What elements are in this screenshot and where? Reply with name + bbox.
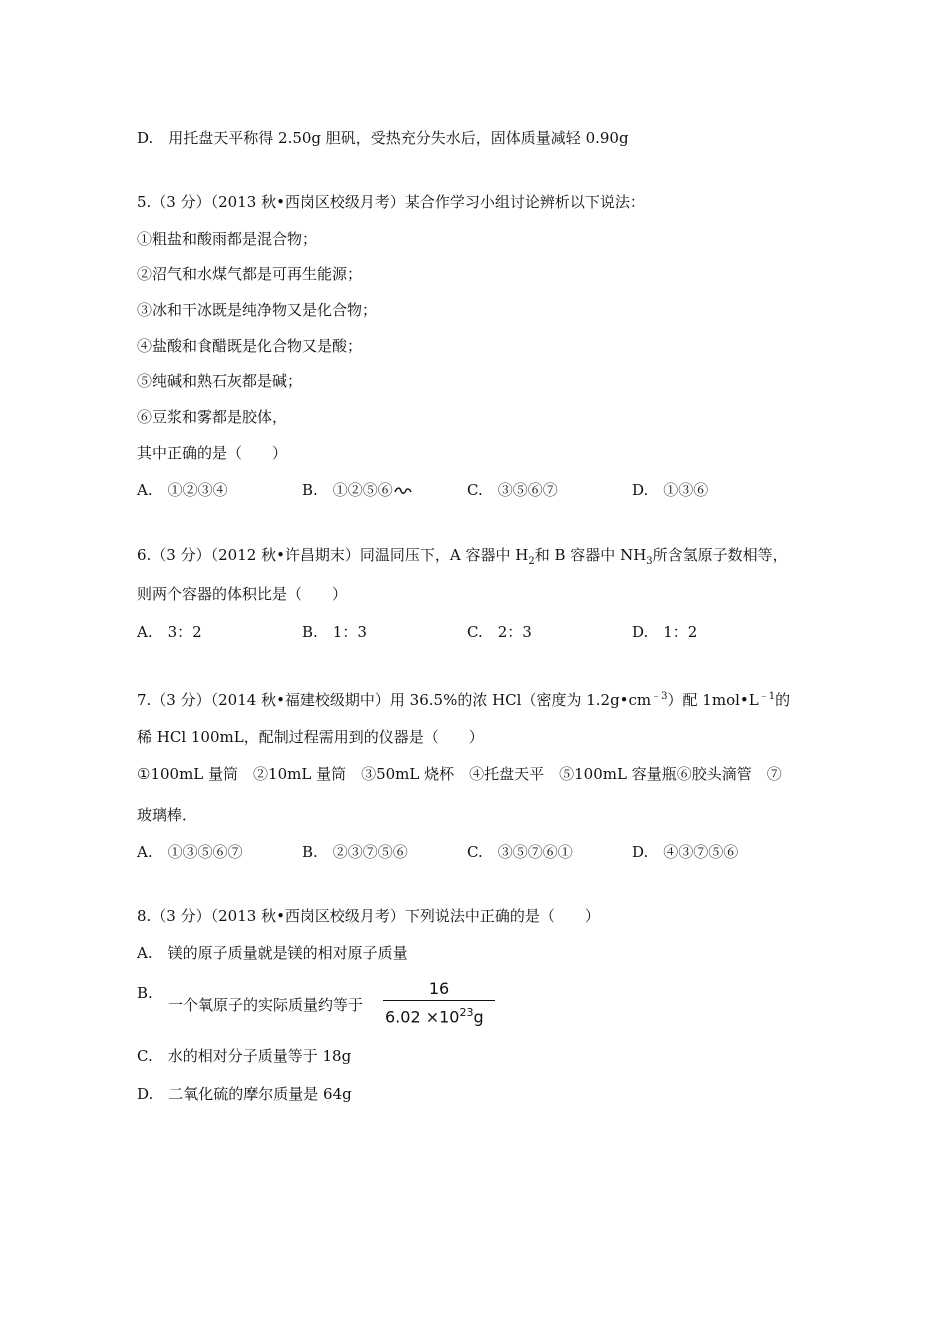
fraction-denominator-base: 6.02 ×10 <box>385 1007 460 1027</box>
q5-stem: 5.（3 分）（2013 秋•西岗区校级月考）某合作学习小组讨论辨析以下说法： <box>137 193 645 211</box>
q8-option-b-label: B. <box>137 984 153 1002</box>
q6-stem-part-a: 6.（3 分）（2012 秋•许昌期末）同温同压下，A 容器中 H <box>137 546 529 564</box>
q7-stem-part-a: 7.（3 分）（2014 秋•福建校级期中）用 36.5%的浓 HCl（密度为 1.2g•cm <box>137 691 652 709</box>
q7-superscript-2: ﹣1 <box>758 691 776 702</box>
q5-question: 其中正确的是（ ） <box>137 444 288 462</box>
q5-item-2: ②沼气和水煤气都是可再生能源； <box>137 265 363 283</box>
q7-option-c: C. ③⑤⑦⑥① <box>467 843 573 861</box>
q5-option-b-text: B. ①②⑤⑥ <box>302 481 393 499</box>
fraction-unit: g <box>473 1007 484 1027</box>
q6-stem <box>137 545 788 572</box>
q6-stem-part-b: 和 B 容器中 NH <box>534 546 647 564</box>
q8-option-c: C. 水的相对分子质量等于 18g <box>137 1047 352 1065</box>
q5-item-1: ①粗盐和酸雨都是混合物； <box>137 230 318 248</box>
q7-option-b: B. ②③⑦⑤⑥ <box>302 843 408 861</box>
q8-option-b-text: 一个氧原子的实际质量约等于 <box>168 996 364 1014</box>
q5-item-6: ⑥豆浆和雾都是胶体， <box>137 408 288 426</box>
q6-subscript-h2: 2 <box>528 556 535 567</box>
q7-stem-part-c: 的 <box>775 691 791 709</box>
fraction-numerator: 16 <box>428 979 450 998</box>
q5-option-d: D. ①③⑥ <box>632 481 709 499</box>
q8-option-a: A. 镁的原子质量就是镁的相对原子质量 <box>137 944 408 962</box>
q5-item-4: ④盐酸和食醋既是化合物又是酸； <box>137 337 363 355</box>
q8-stem: 8.（3 分）（2013 秋•西岗区校级月考）下列说法中正确的是（ ） <box>137 907 600 925</box>
q6-subscript-nh3: 3 <box>646 556 653 567</box>
q5-option-b <box>302 480 412 500</box>
q5-item-3: ③冰和干冰既是纯净物又是化合物； <box>137 301 378 319</box>
q6-stem-part-c: 所含氢原子数相等， <box>652 546 788 564</box>
q6-option-a: A. 3：2 <box>137 623 202 641</box>
q6-option-c: C. 2：3 <box>467 623 532 641</box>
q6-stem-line2: 则两个容器的体积比是（ ） <box>137 585 348 603</box>
q4-option-d: D. 用托盘天平称得 2.50g 胆矾，受热充分失水后，固体质量减轻 0.90g <box>137 129 629 147</box>
q7-option-d: D. ④③⑦⑤⑥ <box>632 843 739 861</box>
fraction-exponent: 23 <box>459 1006 474 1019</box>
q6-option-b: B. 1：3 <box>302 623 367 641</box>
q7-superscript-1: ﹣3 <box>651 691 668 702</box>
q7-stem-line2: 稀 HCl 100mL，配制过程需用到的仪器是（ ） <box>137 728 484 746</box>
q8-fraction <box>383 978 495 1029</box>
q6-option-d: D. 1：2 <box>632 623 698 641</box>
q8-option-d: D. 二氧化硫的摩尔质量是 64g <box>137 1085 352 1103</box>
q5-option-c: C. ③⑤⑥⑦ <box>467 481 558 499</box>
q7-items: ①100mL 量筒 ②10mL 量筒 ③50mL 烧杯 ④托盘天平 ⑤100mL 容量瓶⑥胶头滴管 ⑦ <box>137 765 782 783</box>
q7-option-a: A. ①③⑤⑥⑦ <box>137 843 243 861</box>
q5-option-a: A. ①②③④ <box>137 481 228 499</box>
q7-stem <box>137 687 790 710</box>
fraction-denominator <box>383 1001 495 1029</box>
scribble-mark-icon <box>394 485 412 497</box>
q5-item-5: ⑤纯碱和熟石灰都是碱； <box>137 372 303 390</box>
q7-stem-part-b: ）配 1mol•L <box>667 691 759 709</box>
q7-items-line2: 玻璃棒． <box>137 806 198 824</box>
